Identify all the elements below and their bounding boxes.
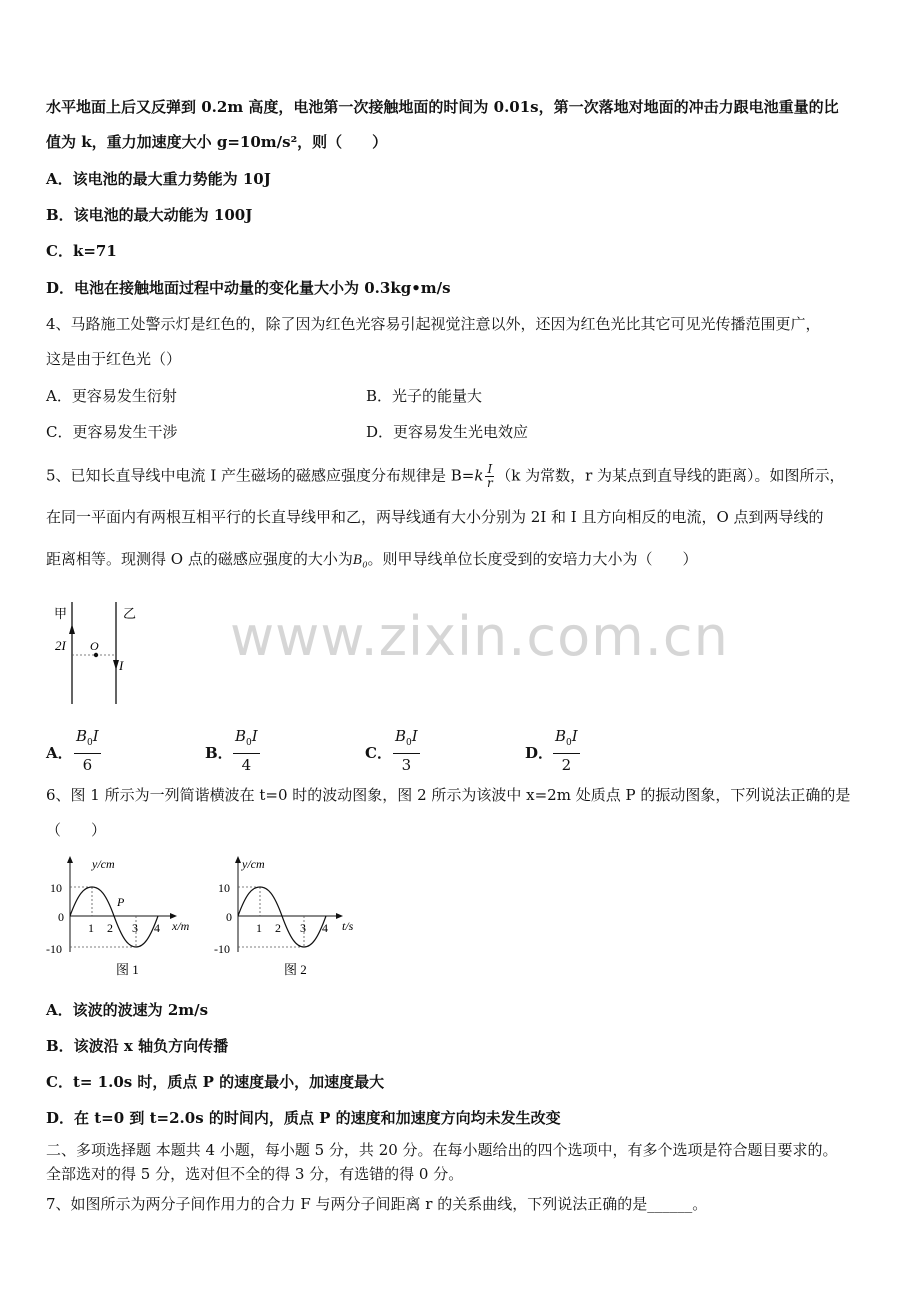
- section2-heading-line2: 全部选对的得 5 分，选对但不全的得 3 分，有选错的得 0 分。: [46, 1165, 464, 1183]
- q5-stem-line3-end: 。则甲导线单位长度受到的安培力大小为（ ）: [367, 550, 698, 568]
- q7-stem-line1: 7、如图所示为两分子间作用力的合力 F 与两分子间距离 r 的关系曲线，下列说法正确的是______。: [46, 1195, 708, 1213]
- q6-stem-line1: 6、图 1 所示为一列简谐横波在 t=0 时的波动图象，图 2 所示为该波中 x=2m 处质点 P 的振动图象，下列说法正确的是: [46, 786, 851, 804]
- fig1-tick-3: 3: [132, 921, 138, 935]
- q5-option-a[interactable]: [46, 726, 166, 776]
- fig1-ylabel: y/cm: [92, 857, 115, 871]
- numerator-sub: 0: [566, 738, 572, 748]
- fig1-tick-1: 1: [88, 921, 94, 935]
- fig2-xlabel: t/s: [342, 919, 354, 933]
- q5-formula-fraction: [485, 463, 494, 490]
- fig1-ymin: -10: [46, 942, 62, 956]
- fig2-ymax: 10: [218, 881, 230, 895]
- q5-label-2i: 2I: [55, 638, 66, 653]
- q4-option-d[interactable]: D．更容易发生光电效应: [366, 423, 529, 441]
- fraction-denominator: 3: [401, 756, 412, 774]
- fig2-caption: 图 2: [284, 962, 307, 977]
- q5-wire-diagram: [50, 598, 160, 708]
- q3-stem-line2: 值为 k，重力加速度大小 g=10m/s²，则（ ）: [46, 133, 388, 151]
- q5-stem-line1: [46, 463, 845, 490]
- fig2-ylabel: y/cm: [242, 857, 265, 871]
- q5-stem-line3: [46, 549, 698, 576]
- fraction-numerator: [393, 726, 420, 754]
- numerator-b: B: [235, 727, 247, 745]
- q6-figure-1-wave-graph: [44, 852, 204, 984]
- numerator-b: B: [555, 727, 567, 745]
- numerator-var: I: [411, 727, 418, 745]
- fig2-ymin: -10: [214, 942, 230, 956]
- q5-arrow-up: [69, 624, 75, 634]
- q4-option-b[interactable]: B．光子的能量大: [366, 387, 483, 405]
- q6-figure-2-vibration-graph: [214, 852, 374, 984]
- watermark: www.zixin.com.cn: [230, 605, 729, 668]
- fig1-point-p: P: [117, 895, 125, 909]
- fig1-y-arrow: [67, 856, 73, 863]
- q4-option-c[interactable]: C．更容易发生干涉: [46, 423, 178, 441]
- q5-option-fraction: [393, 726, 420, 776]
- q5-b0: [353, 553, 368, 568]
- q4-option-a[interactable]: A．更容易发生衍射: [46, 387, 177, 405]
- q6-stem-line2: （ ）: [46, 821, 107, 839]
- numerator-sub: 0: [246, 738, 252, 748]
- q5-label-i: I: [119, 658, 124, 673]
- fig2-tick-4: 4: [322, 921, 328, 935]
- q5-stem-line3-start: 距离相等。现测得 O 点的磁感应强度的大小为: [46, 550, 353, 568]
- q5-option-letter: B．: [205, 744, 233, 762]
- numerator-sub: 0: [87, 738, 93, 748]
- q6-option-b[interactable]: B．该波沿 x 轴负方向传播: [46, 1037, 229, 1055]
- q5-option-d[interactable]: [525, 726, 645, 776]
- q5-option-letter: C．: [365, 744, 392, 762]
- q3-stem-line1: 水平地面上后又反弹到 0.2m 高度，电池第一次接触地面的时间为 0.01s，第一次落地对地面的冲击力跟电池重量的比: [46, 98, 839, 116]
- q4-stem-line2: 这是由于红色光（）: [46, 350, 182, 368]
- q5-option-fraction: [553, 726, 580, 776]
- numerator-sub: 0: [406, 738, 412, 748]
- fig1-ymax: 10: [50, 881, 62, 895]
- q5-k: k: [474, 466, 484, 485]
- fig2-tick-2: 2: [275, 921, 281, 935]
- fig1-tick-4: 4: [154, 921, 160, 935]
- fig1-tick-2: 2: [107, 921, 113, 935]
- q6-option-c[interactable]: C．t= 1.0s 时，质点 P 的速度最小，加速度最大: [46, 1073, 385, 1091]
- fig2-origin: 0: [226, 910, 232, 924]
- q5-stem-line2: 在同一平面内有两根互相平行的长直导线甲和乙，两导线通有大小分别为 2I 和 I 且方向相反的电流，O 点到两导线的: [46, 508, 824, 526]
- numerator-var: I: [251, 727, 258, 745]
- numerator-b: B: [76, 727, 88, 745]
- q3-option-c[interactable]: C．k=71: [46, 242, 117, 260]
- q5-label-o: O: [90, 639, 99, 653]
- fraction-denominator: 6: [82, 756, 93, 774]
- q5-stem-line1-end: （k 为常数，r 为某点到直导线的距离）。如图所示，: [496, 466, 845, 485]
- q5-frac-den: r: [486, 476, 493, 490]
- q5-option-b[interactable]: [205, 726, 325, 776]
- section2-heading-line1: 二、多项选择题 本题共 4 小题，每小题 5 分，共 20 分。在每小题给出的四个选项中，有多个选项是符合题目要求的。: [46, 1141, 838, 1159]
- fig1-wave-curve: [70, 887, 158, 947]
- q3-option-a[interactable]: A．该电池的最大重力势能为 10J: [46, 170, 271, 188]
- q5-stem-line1-start: 5、已知长直导线中电流 I 产生磁场的磁感应强度分布规律是 B=: [46, 466, 475, 485]
- q3-option-d[interactable]: D．电池在接触地面过程中动量的变化量大小为 0.3kg•m/s: [46, 279, 451, 297]
- q5-option-letter: A．: [46, 744, 73, 762]
- fraction-numerator: [553, 726, 580, 754]
- q5-option-fraction: [74, 726, 101, 776]
- q6-option-a[interactable]: A．该波的波速为 2m/s: [46, 1001, 209, 1019]
- numerator-var: I: [92, 727, 99, 745]
- fig2-vibration-curve: [238, 887, 326, 947]
- q5-option-letter: D．: [525, 744, 554, 762]
- q5-option-fraction: [233, 726, 260, 776]
- q5-point-o: [94, 653, 98, 657]
- q5-frac-num: I: [487, 462, 493, 476]
- q6-option-d[interactable]: D．在 t=0 到 t=2.0s 的时间内，质点 P 的速度和加速度方向均未发生改变: [46, 1109, 561, 1127]
- fig2-y-arrow: [235, 856, 241, 863]
- fraction-denominator: 2: [561, 756, 572, 774]
- fraction-denominator: 4: [241, 756, 252, 774]
- q5-label-yi: 乙: [123, 606, 137, 621]
- q3-option-b[interactable]: B．该电池的最大动能为 100J: [46, 206, 253, 224]
- numerator-b: B: [395, 727, 407, 745]
- q5-label-jia: 甲: [54, 606, 68, 621]
- q5-option-c[interactable]: [365, 726, 485, 776]
- fig2-tick-1: 1: [256, 921, 262, 935]
- fig2-tick-3: 3: [300, 921, 306, 935]
- q4-stem-line1: 4、马路施工处警示灯是红色的，除了因为红色光容易引起视觉注意以外，还因为红色光比其它可见光传播范围更广，: [46, 315, 821, 333]
- numerator-var: I: [571, 727, 578, 745]
- fraction-numerator: [233, 726, 260, 754]
- fraction-numerator: [74, 726, 101, 754]
- fig1-caption: 图 1: [116, 962, 139, 977]
- q5-b0-sub: 0: [362, 560, 368, 570]
- fig1-origin: 0: [58, 910, 64, 924]
- q5-b0-letter: B: [352, 553, 363, 568]
- fig1-xlabel: x/m: [172, 919, 190, 933]
